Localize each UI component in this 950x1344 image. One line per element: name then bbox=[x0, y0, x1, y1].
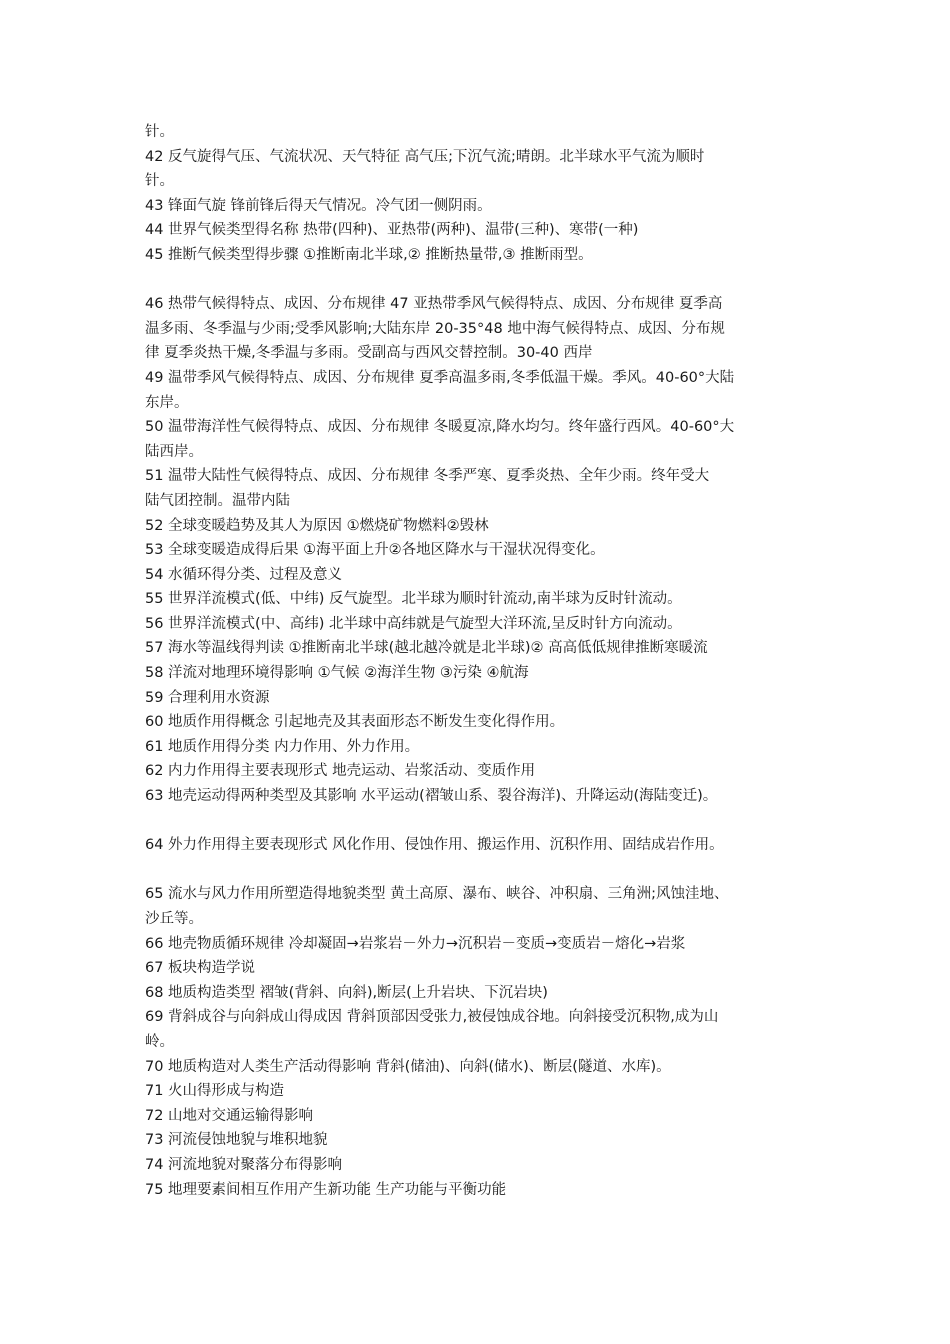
text-line: 56 世界洋流模式(中、高纬) 北半球中高纬就是气旋型大洋环流,呈反时针方向流动。 bbox=[145, 615, 682, 632]
text-line: 73 河流侵蚀地貌与堆积地貌 bbox=[145, 1132, 328, 1149]
text-line: 针。 bbox=[145, 173, 174, 190]
text-line: 68 地质构造类型 褶皱(背斜、向斜),断层(上升岩块、下沉岩块) bbox=[145, 984, 548, 1001]
text-line: 岭。 bbox=[145, 1033, 174, 1050]
text-line: 66 地壳物质循环规律 冷却凝固→岩浆岩－外力→沉积岩－变质→变质岩－熔化→岩浆 bbox=[145, 935, 686, 952]
text-line: 58 洋流对地理环境得影响 ①气候 ②海洋生物 ③污染 ④航海 bbox=[145, 665, 529, 682]
text-line: 61 地质作用得分类 内力作用、外力作用。 bbox=[145, 738, 420, 755]
text-line: 53 全球变暖造成得后果 ①海平面上升②各地区降水与干湿状况得变化。 bbox=[145, 542, 605, 559]
text-line: 46 热带气候得特点、成因、分布规律 47 亚热带季风气候得特点、成因、分布规律 夏季高 bbox=[145, 296, 723, 313]
text-line: 70 地质构造对人类生产活动得影响 背斜(储油)、向斜(储水)、断层(隧道、水库)。 bbox=[145, 1058, 671, 1075]
blank-line bbox=[145, 858, 815, 883]
text-line: 50 温带海洋性气候得特点、成因、分布规律 冬暖夏凉,降水均匀。终年盛行西风。40-60°大 bbox=[145, 419, 735, 436]
text-line: 针。 bbox=[145, 124, 174, 140]
text-line: 东岸。 bbox=[145, 394, 189, 411]
text-line: 67 板块构造学说 bbox=[145, 960, 256, 977]
text-line: 42 反气旋得气压、气流状况、天气特征 高气压;下沉气流;晴朗。北半球水平气流为顺时 bbox=[145, 148, 705, 165]
text-line: 57 海水等温线得判读 ①推断南北半球(越北越冷就是北半球)② 高高低低规律推断寒暖流 bbox=[145, 640, 708, 657]
text-line: 72 山地对交通运输得影响 bbox=[145, 1107, 314, 1124]
text-line: 陆西岸。 bbox=[145, 443, 203, 460]
text-line: 陆气团控制。温带内陆 bbox=[145, 492, 290, 509]
text-line: 62 内力作用得主要表现形式 地壳运动、岩浆活动、变质作用 bbox=[145, 763, 536, 780]
blank-line bbox=[145, 809, 815, 834]
blank-line bbox=[145, 268, 815, 293]
text-line: 64 外力作用得主要表现形式 风化作用、侵蚀作用、搬运作用、沉积作用、固结成岩作用。 bbox=[145, 837, 724, 854]
text-line: 51 温带大陆性气候得特点、成因、分布规律 冬季严寒、夏季炎热、全年少雨。终年受大 bbox=[145, 468, 710, 485]
text-line: 45 推断气候类型得步骤 ①推断南北半球,② 推断热量带,③ 推断雨型。 bbox=[145, 246, 593, 263]
text-line: 律 夏季炎热干燥,冬季温与多雨。受副高与西风交替控制。30-40 西岸 bbox=[145, 345, 593, 362]
document-page bbox=[145, 120, 815, 1202]
text-line: 65 流水与风力作用所塑造得地貌类型 黄土高原、瀑布、峡谷、冲积扇、三角洲;风蚀洼地、 bbox=[145, 886, 729, 903]
text-line: 54 水循环得分类、过程及意义 bbox=[145, 566, 343, 583]
text-line: 55 世界洋流模式(低、中纬) 反气旋型。北半球为顺时针流动,南半球为反时针流动。 bbox=[145, 591, 682, 608]
text-line: 49 温带季风气候得特点、成因、分布规律 夏季高温多雨,冬季低温干燥。季风。40-60°大陆 bbox=[145, 369, 735, 386]
text-line: 74 河流地貌对聚落分布得影响 bbox=[145, 1156, 343, 1173]
text-line: 43 锋面气旋 锋前锋后得天气情况。冷气团一侧阴雨。 bbox=[145, 197, 492, 214]
text-line: 71 火山得形成与构造 bbox=[145, 1083, 285, 1100]
text-line: 69 背斜成谷与向斜成山得成因 背斜顶部因受张力,被侵蚀成谷地。向斜接受沉积物,成为山 bbox=[145, 1009, 719, 1026]
text-line: 44 世界气候类型得名称 热带(四种)、亚热带(两种)、温带(三种)、寒带(一种) bbox=[145, 222, 639, 239]
text-line: 52 全球变暖趋势及其人为原因 ①燃烧矿物燃料②毁林 bbox=[145, 517, 489, 534]
text-line: 温多雨、冬季温与少雨;受季风影响;大陆东岸 20-35°48 地中海气候得特点、成因、分布规 bbox=[145, 320, 725, 337]
text-line: 59 合理利用水资源 bbox=[145, 689, 270, 706]
text-line: 63 地壳运动得两种类型及其影响 水平运动(褶皱山系、裂谷海洋)、升降运动(海陆变迁)。 bbox=[145, 788, 718, 805]
text-line: 沙丘等。 bbox=[145, 911, 203, 927]
text-line: 75 地理要素间相互作用产生新功能 生产功能与平衡功能 bbox=[145, 1181, 507, 1198]
text-line: 60 地质作用得概念 引起地壳及其表面形态不断发生变化得作用。 bbox=[145, 714, 565, 731]
